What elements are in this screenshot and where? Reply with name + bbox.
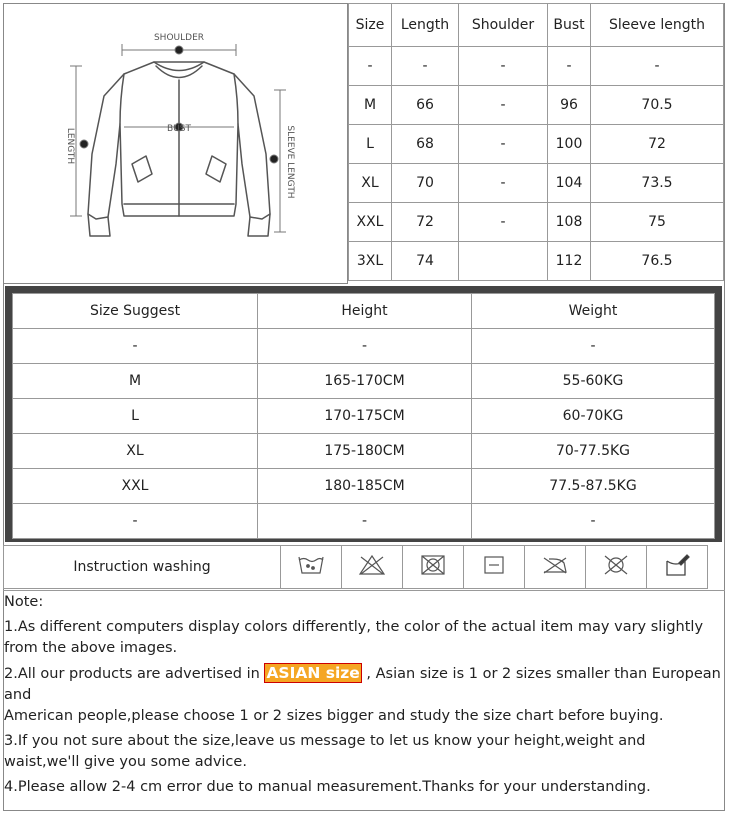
cell: 60-70KG: [472, 399, 715, 434]
cell: 104: [548, 164, 591, 203]
cell: 100: [548, 125, 591, 164]
table-row: [13, 504, 715, 539]
cell: -: [459, 47, 548, 86]
cell: L: [349, 125, 392, 164]
asian-size-highlight: ASIAN size: [266, 664, 360, 682]
notes-title: Note:: [4, 594, 44, 610]
cell: -: [349, 47, 392, 86]
table-row: [349, 125, 724, 164]
table-row: [349, 242, 724, 281]
cell: 68: [392, 125, 459, 164]
cell: 72: [591, 125, 724, 164]
washing-instructions: [3, 545, 708, 589]
sleeve-length-label: SLEEVE LENGTH: [285, 125, 295, 199]
cell: 73.5: [591, 164, 724, 203]
header-sleeve-length: Sleeve length: [591, 4, 724, 47]
length-label: LENGTH: [65, 127, 75, 165]
cell: 175-180CM: [258, 434, 472, 469]
cell: 74: [392, 242, 459, 281]
washing-label: Instruction washing: [4, 546, 281, 589]
note-3: 3.If you not sure about the size,leave us message to let us know your height,weight and waist,we'll give you some advice.: [4, 733, 646, 770]
cell: 77.5-87.5KG: [472, 469, 715, 504]
cell: -: [459, 86, 548, 125]
cell: 112: [548, 242, 591, 281]
size-suggest-table: [12, 293, 715, 539]
table-row: [349, 203, 724, 242]
cell: -: [392, 47, 459, 86]
cell: -: [459, 203, 548, 242]
cell: L: [13, 399, 258, 434]
cell: -: [459, 164, 548, 203]
table-row: [13, 434, 715, 469]
table-row: [349, 164, 724, 203]
cell: 96: [548, 86, 591, 125]
cell: -: [258, 504, 472, 539]
header-shoulder: Shoulder: [459, 4, 548, 47]
cell: XL: [349, 164, 392, 203]
header-size-suggest: Size Suggest: [13, 294, 258, 329]
no-tumble-dry-icon: [403, 546, 464, 589]
table-row: [13, 399, 715, 434]
hang-dry-icon: [647, 546, 708, 589]
note-2-line2: American people,please choose 1 or 2 sizes bigger and study the size chart before buying.: [4, 708, 664, 724]
no-bleach-icon: [342, 546, 403, 589]
cell: -: [459, 125, 548, 164]
bust-label: BUST: [167, 124, 191, 134]
cell: 3XL: [349, 242, 392, 281]
jacket-diagram: [3, 3, 348, 284]
note-2-pre: 2.All our products are advertised in: [4, 666, 265, 682]
cell: -: [258, 329, 472, 364]
header-height: Height: [258, 294, 472, 329]
note-4: 4.Please allow 2-4 cm error due to manual measurement.Thanks for your understanding.: [4, 779, 651, 795]
cell: -: [13, 504, 258, 539]
cell: XXL: [13, 469, 258, 504]
wash-30-icon: [281, 546, 342, 589]
dry-flat-icon: [464, 546, 525, 589]
note-2: [4, 663, 722, 706]
cell: XXL: [349, 203, 392, 242]
cell: 70: [392, 164, 459, 203]
cell: [459, 242, 548, 281]
cell: 180-185CM: [258, 469, 472, 504]
cell: 70-77.5KG: [472, 434, 715, 469]
cell: M: [349, 86, 392, 125]
cell: M: [13, 364, 258, 399]
no-dry-clean-icon: [586, 546, 647, 589]
cell: -: [13, 329, 258, 364]
notes-section: [4, 592, 722, 798]
table-row: [13, 329, 715, 364]
note-1: 1.As different computers display colors differently, the color of the actual item may vary slightly from the above images.: [4, 619, 704, 656]
measurement-table: [348, 3, 724, 281]
header-size: Size: [349, 4, 392, 47]
table-row: [349, 86, 724, 125]
cell: -: [548, 47, 591, 86]
cell: XL: [13, 434, 258, 469]
cell: 66: [392, 86, 459, 125]
cell: -: [591, 47, 724, 86]
cell: 72: [392, 203, 459, 242]
header-length: Length: [392, 4, 459, 47]
table-row: [349, 47, 724, 86]
iron-low-icon: [525, 546, 586, 589]
note-2-post: , Asian size is 1 or 2 sizes smaller than European and: [4, 666, 721, 703]
shoulder-label: SHOULDER: [153, 33, 205, 43]
cell: 75: [591, 203, 724, 242]
cell: 170-175CM: [258, 399, 472, 434]
cell: 108: [548, 203, 591, 242]
cell: -: [472, 329, 715, 364]
suggest-header-row: [13, 294, 715, 329]
measurement-header-row: [349, 4, 724, 47]
table-row: [13, 364, 715, 399]
cell: 76.5: [591, 242, 724, 281]
header-weight: Weight: [472, 294, 715, 329]
cell: 70.5: [591, 86, 724, 125]
header-bust: Bust: [548, 4, 591, 47]
table-row: [13, 469, 715, 504]
cell: 55-60KG: [472, 364, 715, 399]
cell: -: [472, 504, 715, 539]
cell: 165-170CM: [258, 364, 472, 399]
